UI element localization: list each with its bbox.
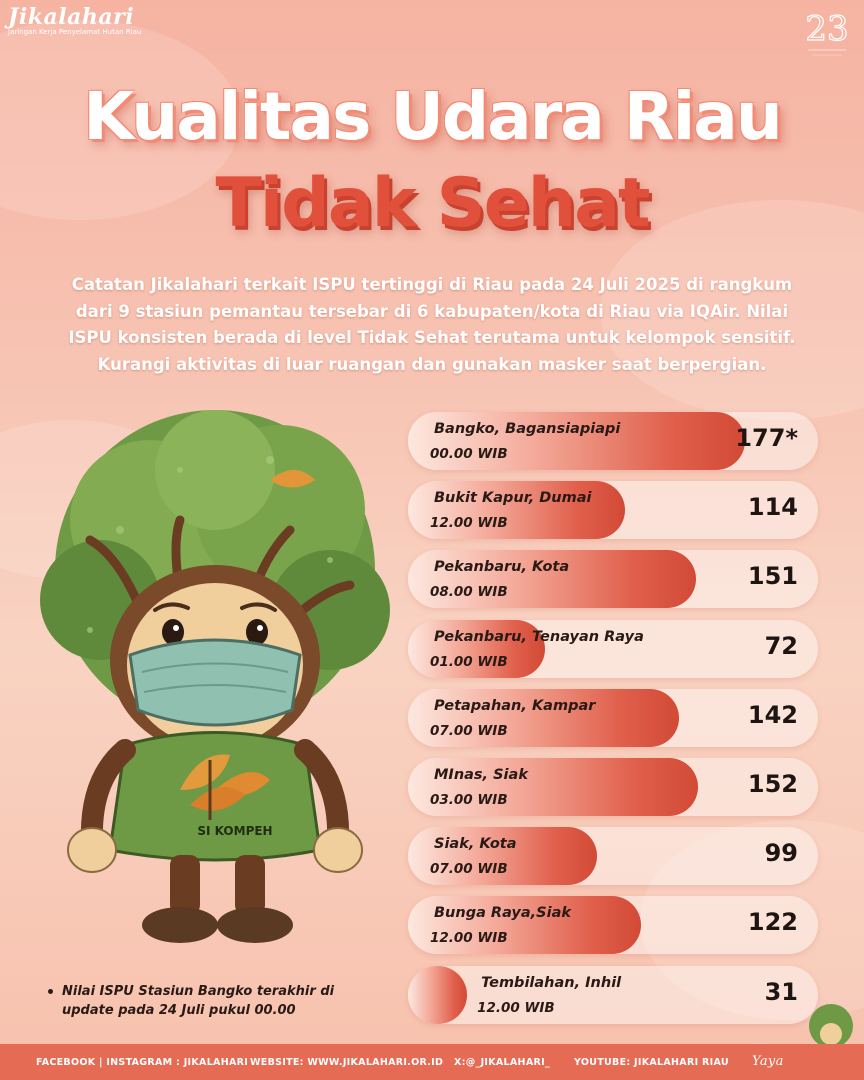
footer-website: WEBSITE: WWW.JIKALAHARI.OR.ID	[250, 1057, 444, 1068]
chart-category-label: Siak, Kota	[434, 836, 517, 853]
page-title-line2: Tidak Sehat	[215, 164, 649, 243]
chart-data-label: 142	[747, 700, 798, 729]
chart-category-label: Bunga Raya,Siak	[434, 905, 571, 922]
footnote-text: Nilai ISPU Stasiun Bangko terakhir di update pada 24 Juli pukul 00.00	[62, 984, 335, 1018]
chart-time-label: 12.00 WIB	[430, 515, 508, 532]
mascot-illustration	[30, 410, 400, 965]
chart-time-label: 01.00 WIB	[430, 653, 508, 670]
chart-data-label: 114	[747, 493, 798, 522]
chart-time-label: 00.00 WIB	[430, 446, 508, 462]
chart-data-label: 31	[764, 977, 798, 1006]
chart-row	[408, 620, 818, 678]
chart-time-label: 12.00 WIB	[477, 999, 555, 1016]
chart-row	[408, 827, 818, 885]
chart-data-label: 151	[747, 562, 798, 591]
chart-data-label: 177*	[735, 424, 798, 452]
anniversary-number: 23	[805, 9, 849, 49]
chart-data-label: 72	[764, 631, 798, 660]
chart-category-label: MInas, Siak	[434, 767, 528, 783]
chart-category-label: Tembilahan, Inhil	[481, 974, 622, 991]
footer-x-handle: X:@_JIKALAHARI_	[454, 1057, 550, 1068]
chart-data-label: 99	[764, 839, 798, 868]
chart-time-label: 07.00 WIB	[430, 861, 508, 878]
footnote	[62, 982, 362, 1020]
chart-bar	[408, 966, 467, 1024]
chart-row	[408, 550, 818, 608]
chart-time-label: 12.00 WIB	[430, 930, 508, 947]
chart-row	[408, 966, 818, 1024]
chart-category-label: Pekanbaru, Kota	[434, 559, 570, 576]
brand-tagline: Jaringan Kerja Penyelamat Hutan Riau	[8, 28, 142, 36]
page-title-line1: Kualitas Udara Riau	[83, 78, 781, 155]
chart-data-label: 152	[747, 770, 798, 798]
chart-row	[408, 758, 818, 816]
footer-social: FACEBOOK | INSTAGRAM : JIKALAHARI	[36, 1057, 249, 1068]
chart-row	[408, 412, 818, 470]
chart-category-label: Bukit Kapur, Dumai	[434, 490, 592, 507]
footer-bar	[0, 1044, 864, 1080]
chart-row	[408, 689, 818, 747]
chart-category-label: Petapahan, Kampar	[434, 697, 596, 714]
chart-row	[408, 481, 818, 539]
chart-data-label: 122	[747, 908, 798, 937]
chart-category-label: Pekanbaru, Tenayan Raya	[434, 628, 644, 645]
mascot-shirt-text: SI KOMPEH	[197, 824, 273, 838]
footer-youtube: YOUTUBE: JIKALAHARI RIAU	[574, 1057, 729, 1068]
intro-text: Catatan Jikalahari terkait ISPU tertinggi di Riau pada 24 Juli 2025 di rangkum dari 9 stasiun pemantau tersebar di 6 kabupaten/kota di Riau via IQAir. Nilai ISPU konsisten berada di level Tidak Sehat terutama untuk kelompok sensitif. Kurangi aktivitas di luar ruangan dan gunakan masker saat berpergian.	[68, 275, 796, 374]
chart-time-label: 03.00 WIB	[430, 792, 508, 808]
chart-time-label: 08.00 WIB	[430, 584, 508, 601]
bullet-icon	[48, 989, 53, 994]
brand-name: Jikalahari	[8, 4, 135, 30]
brand-logo	[8, 4, 141, 36]
footer-signature: Yaya	[752, 1054, 784, 1069]
chart-category-label: Bangko, Bagansiapiapi	[434, 421, 621, 437]
chart-row	[408, 896, 818, 954]
chart-time-label: 07.00 WIB	[430, 722, 508, 739]
anniversary-logo	[800, 0, 854, 70]
